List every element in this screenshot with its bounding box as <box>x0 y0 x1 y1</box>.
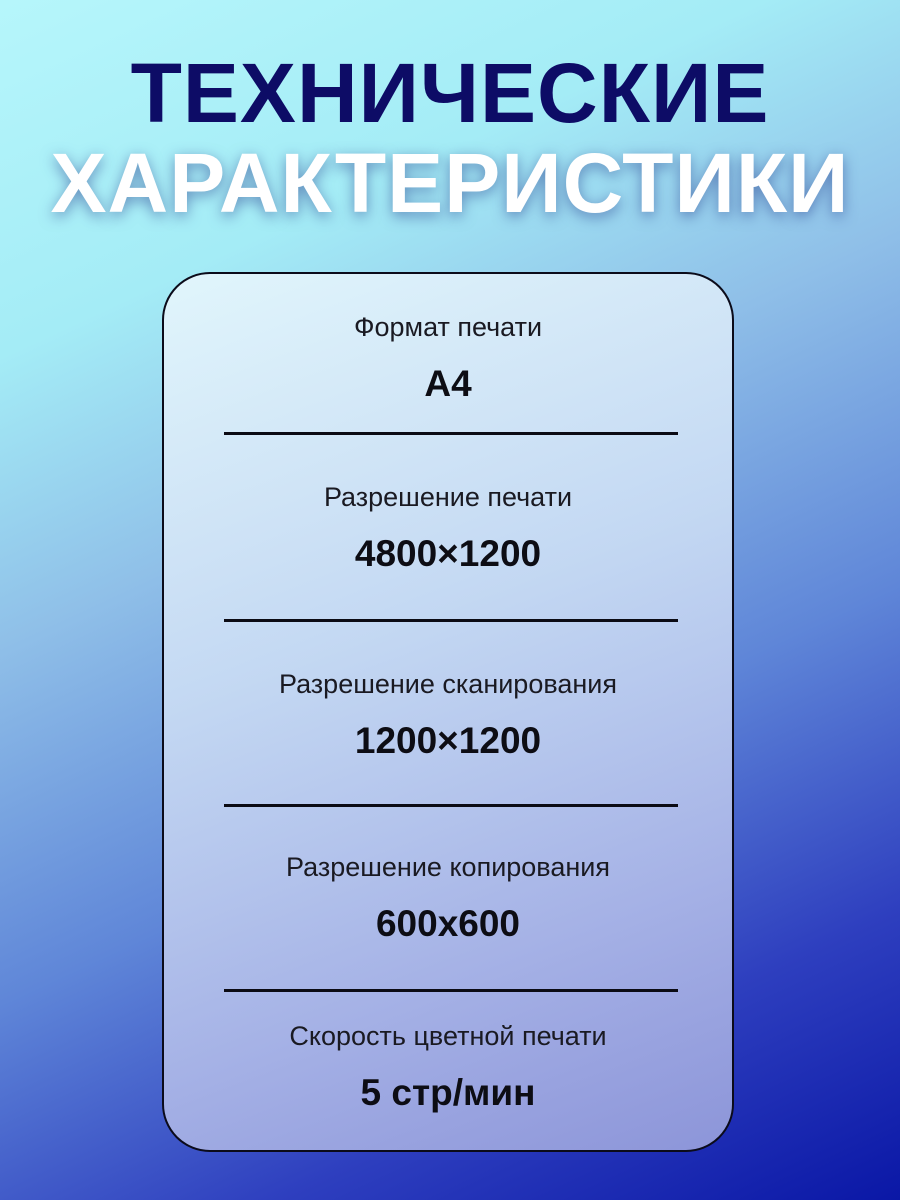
spec-print-resolution <box>164 480 732 576</box>
spec-copy-resolution <box>164 850 732 946</box>
spec-label: Скорость цветной печати <box>289 1021 607 1051</box>
spec-value: 4800×1200 <box>354 533 542 574</box>
spec-label: Разрешение сканирования <box>278 669 618 699</box>
spec-label: Формат печати <box>353 312 543 342</box>
spec-divider <box>224 619 678 622</box>
spec-label: Разрешение копирования <box>286 852 610 882</box>
spec-value: 1200×1200 <box>354 720 542 761</box>
spec-value: А4 <box>424 363 472 404</box>
spec-scan-resolution <box>164 667 732 763</box>
title-line-2: ХАРАКТЕРИСТИКИ <box>50 136 850 230</box>
spec-label: Разрешение печати <box>323 482 573 512</box>
spec-value: 600x600 <box>375 903 521 944</box>
spec-print-format <box>164 310 732 406</box>
spec-divider <box>224 989 678 992</box>
spec-divider <box>224 804 678 807</box>
spec-value: 5 стр/мин <box>360 1072 536 1113</box>
title-line-1: ТЕХНИЧЕСКИЕ <box>130 46 770 140</box>
spec-color-print-speed <box>164 1019 732 1115</box>
spec-divider <box>224 432 678 435</box>
specs-card <box>162 272 734 1152</box>
